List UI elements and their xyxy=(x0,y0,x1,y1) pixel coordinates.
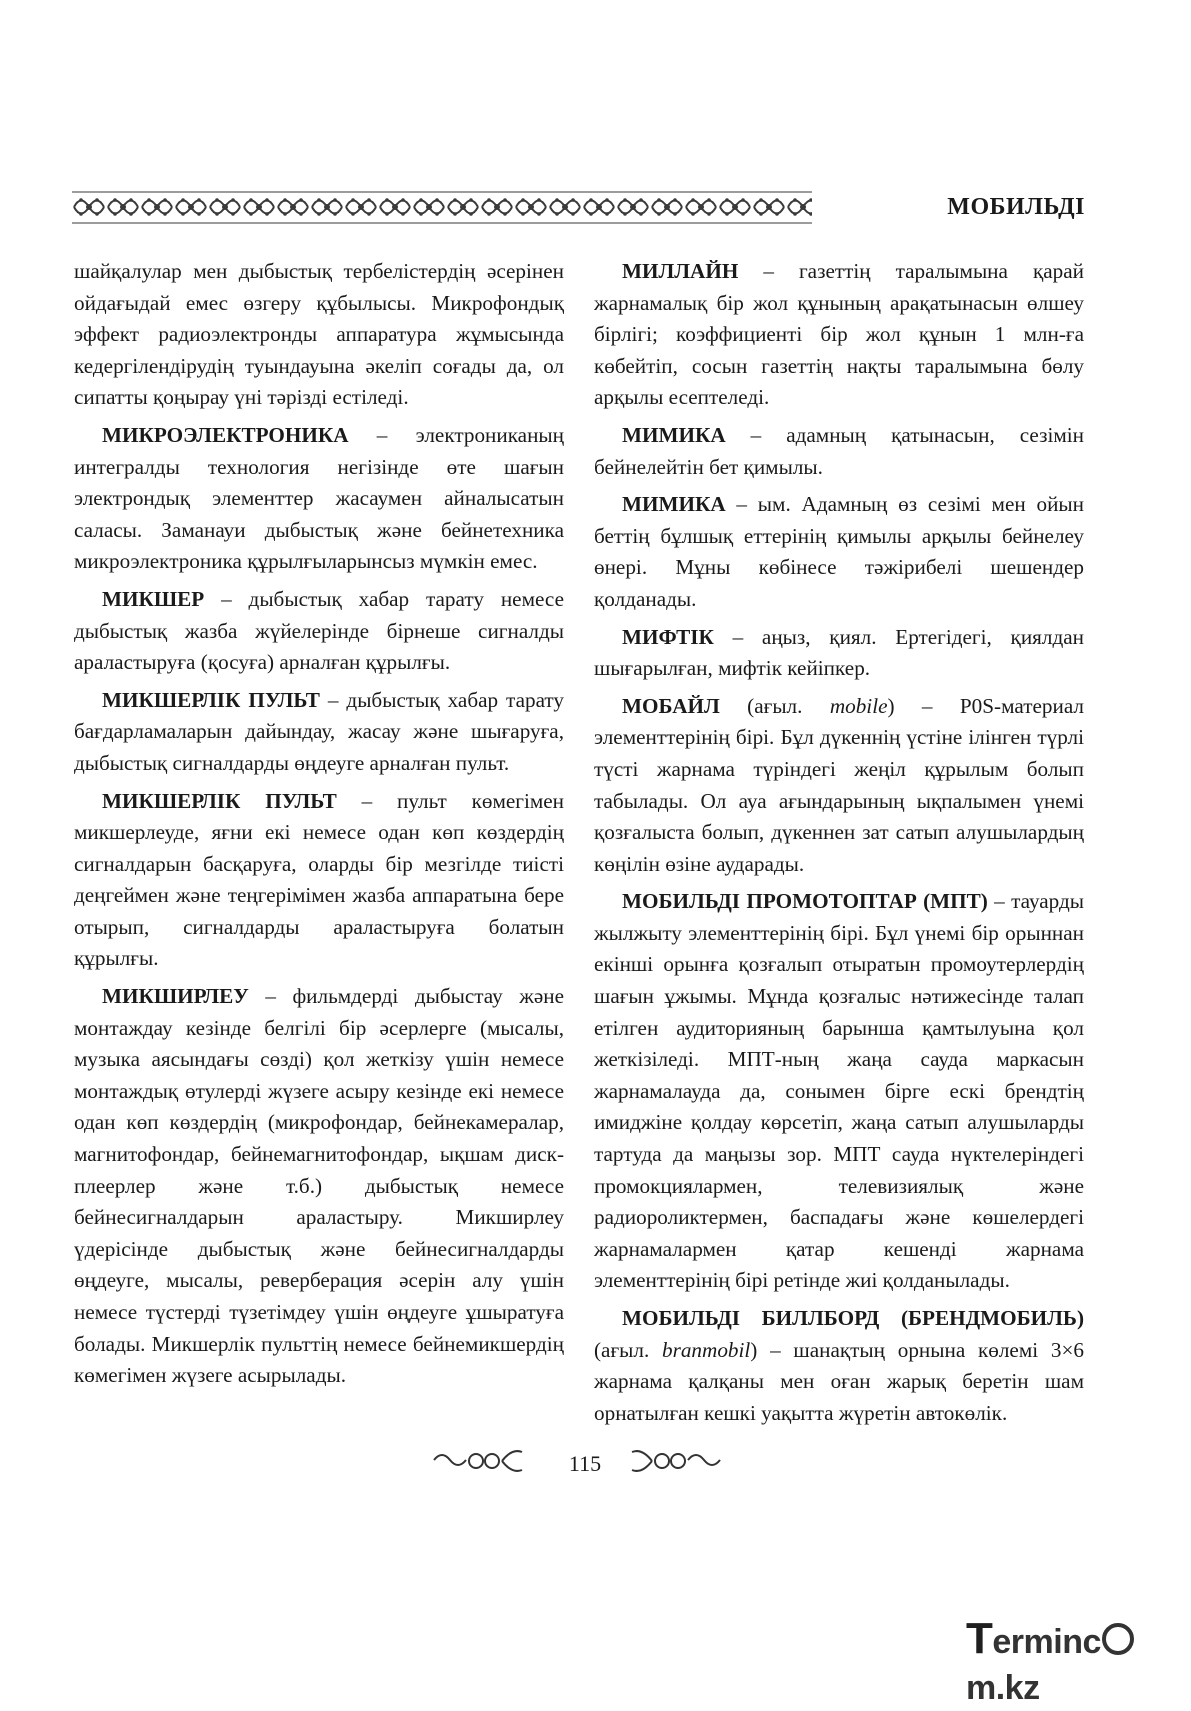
dictionary-entry xyxy=(74,685,564,780)
dictionary-entry xyxy=(74,584,564,679)
entry-term: МИКШИРЛЕУ xyxy=(102,984,249,1009)
entry-text: – электрониканың интегралды технология негізінде өте шағын электрондық элементтер жасаумен айналысатын саласы. Заманауи дыбыстық және бейнетехника микроэлектроника құрылғыларынсыз мүмкін емес. xyxy=(74,422,564,574)
left-column xyxy=(74,256,564,1398)
entry-etymology: branmobil xyxy=(662,1337,751,1362)
entry-term: МИФТІК xyxy=(622,624,714,649)
entry-text: ) – P0S-материал элементтерінің бірі. Бұл дүкеннің үстіне ілінген түрлі түсті жарнама түріндегі жеңіл құрылым болып табылады. Ол ауа ағындарының ықпалымен үнемі қозғалыста болып, дүкеннен зат сатып алушылардың көңілін өзіне аударады. xyxy=(594,693,1084,876)
entry-text: (ағыл. xyxy=(719,693,830,718)
entry-term: МОБАЙЛ xyxy=(622,693,720,718)
footer-ornament-right-icon xyxy=(630,1446,722,1481)
entry-term: МИКШЕР xyxy=(102,586,205,611)
entry-text: ) – шанақтың орнына көлемі 3×6 жарнама қалқаны мен оған жарық беретін шам орнатылған кешкі уақытта жүретін автокөлік. xyxy=(594,1337,1084,1425)
dictionary-entry xyxy=(594,420,1084,483)
entry-term: МИКШЕРЛІК ПУЛЬТ xyxy=(102,687,320,712)
entry-text: – фильмдерді дыбыстау және монтаждау кезінде белгілі бір әсерлерге (мысалы, музыка аясындағы сөзді) қол жеткізу үшін немесе монтаждық өтулерді жүзеге асыру кезінде екі немесе одан көп көздердің (микрофондар, бейнекамералар, магнитофондар, бейнемагнитофондар, ықшам диск-плеерлер және т.б.) дыбыстық немесе бейнесигналдарын араластыру. Микширлеу үдерісінде дыбыстық және бейнесигналдарды өңдеуге, мысалы, реверберация әсерін алу үшін немесе түстерді түзетімдеу үшін өңдеуге ұшыратуға болады. Микшерлік пульттің немесе бейнемикшердің көмегімен жүзеге асырылады. xyxy=(74,984,564,1388)
entry-text: – пульт көмегімен микшерлеуде, яғни екі немесе одан көп көздердің сигналдарын басқаруға, оларды бір мезгілде тиісті деңгеймен және теңгерімімен жазба аппаратына бере отырып, сигналдарды араластыруға болатын құрылғы. xyxy=(74,788,564,971)
entry-term: МИКРОЭЛЕКТРОНИКА xyxy=(102,422,349,447)
right-column xyxy=(594,256,1084,1435)
entry-term: МИМИКА xyxy=(622,422,726,447)
ornament-pattern-icon xyxy=(72,191,812,224)
entry-text: – адамның қатынасын, сезімін бейнелейтін бет қимылы. xyxy=(594,422,1084,479)
dictionary-entry xyxy=(594,1303,1084,1429)
footer-ornament-left-icon xyxy=(432,1446,524,1481)
entry-term: МИМИКА xyxy=(622,492,726,517)
dictionary-entry xyxy=(594,256,1084,414)
dictionary-entry xyxy=(594,489,1084,615)
entry-text: – дыбыстық хабар тарату бағдарламаларын дайындау, жасау және шығаруға, дыбыстық сигналдарды өңдеуге арналған пульт. xyxy=(74,687,564,775)
entry-text: шайқалулар мен дыбыстық тербелістердің әсерінен ойдағыдай емес өзгеру құбылысы. Микрофондық эффект радиоэлектронды аппаратура жұмысында кедергілендірудің туындауына әкеліп соғады да, ол сипатты қоңырау үні тәрізді естіледі. xyxy=(74,259,564,410)
dictionary-entry xyxy=(74,981,564,1392)
entry-term: МОБИЛЬДІ ПРОМОТОПТАР (МПТ) xyxy=(622,889,988,914)
dictionary-entry xyxy=(74,786,564,976)
entry-continuation xyxy=(74,256,564,414)
dictionary-entry xyxy=(594,622,1084,685)
entry-text: – дыбыстық хабар тарату немесе дыбыстық жазба жүйелерінде бірнеше сигналды араластыруға (қосуға) арналған құрылғы. xyxy=(74,586,564,675)
page-number: 115 xyxy=(568,1451,602,1476)
watermark-logo: Termincm.kz xyxy=(966,1616,1176,1662)
entry-text: – аңыз, қиял. Ертегідегі, қиялдан шығарылған, мифтік кейіпкер. xyxy=(594,624,1084,681)
section-title: МОБИЛЬДІ xyxy=(947,194,1085,220)
dictionary-entry xyxy=(594,691,1084,881)
entry-term: МОБИЛЬДІ БИЛЛБОРД (БРЕНДМОБИЛЬ) xyxy=(622,1306,1084,1330)
entry-text: – газеттің таралымына қарай жарнамалық бір жол құнының арақатынасын өлшеу бірлігі; коэффициенті бір жол құнын 1 млн-ға көбейтіп, сосын газеттің нақты таралымына бөлу арқылы есептеледі. xyxy=(594,259,1084,410)
entry-text: (ағыл. xyxy=(594,1337,662,1362)
entry-term: МИКШЕРЛІК ПУЛЬТ xyxy=(102,788,337,813)
entry-etymology: mobile xyxy=(829,693,888,718)
header-ornament-band xyxy=(72,191,812,224)
entry-text: – тауарды жылжыту элементтерінің бірі. Бұл үнемі бір орыннан екінші орынға қозғалып отыратын промоутерлердің шағын ұжымы. Мұнда қозғалыс нәтижесінде талап етілген аудиторияның барынша қамтылуына қол жеткізіледі. МПТ-ның жаңа сауда маркасын жарнамалауда да, сонымен бірге ескі брендтің имиджіне қолдау көрсетіп, жаңа сатып алушыларды тартуда да маңызы зор. МПТ сауда нүктелеріндегі промокциялармен, телевизиялық және радиороликтермен, баспадағы және көшелердегі жарнамалармен қатар кешенді жарнама элементтерінің бірі ретінде жиі қолданылады. xyxy=(594,889,1084,1293)
dictionary-entry xyxy=(74,420,564,578)
entry-term: МИЛЛАЙН xyxy=(622,259,739,283)
entry-text: – ым. Адамның өз сезімі мен ойын беттің бұлшық еттерінің қимылы арқылы бейнелеу өнері. Мұны көбінесе тәжірибелі шешендер қолданады. xyxy=(594,492,1084,611)
dictionary-entry xyxy=(594,886,1084,1297)
